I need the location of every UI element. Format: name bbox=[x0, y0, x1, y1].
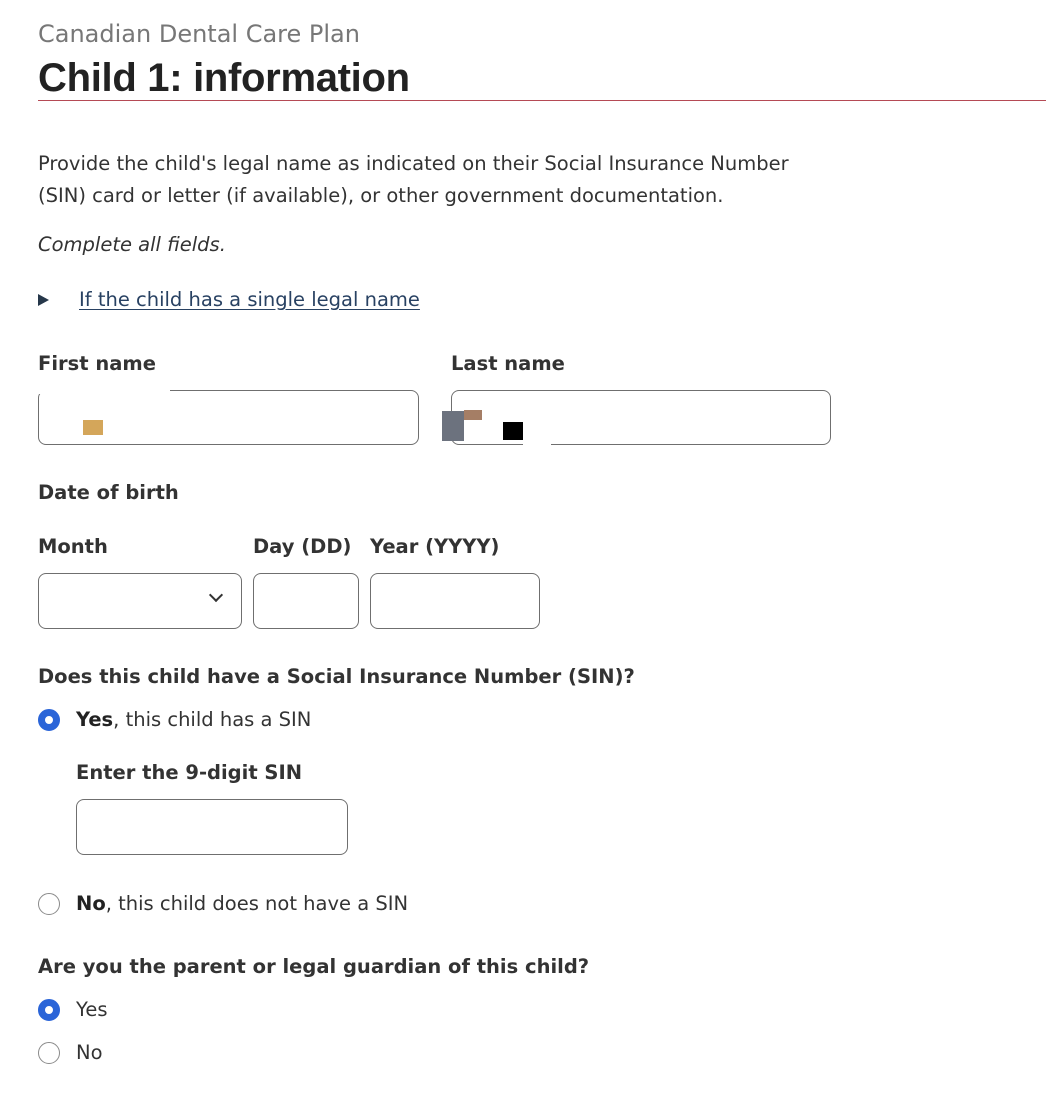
page-title: Child 1: information bbox=[38, 56, 410, 100]
sin-no-radio[interactable] bbox=[38, 893, 60, 915]
sin-yes-text: , this child has a SIN bbox=[113, 708, 312, 731]
first-name-label: First name bbox=[38, 352, 156, 375]
guardian-no-label: No bbox=[76, 1041, 103, 1064]
triangle-right-icon bbox=[38, 294, 49, 306]
redaction-block bbox=[503, 422, 523, 440]
sin-yes-strong: Yes bbox=[76, 708, 114, 731]
guardian-no-radio[interactable] bbox=[38, 1042, 60, 1064]
sin-no-strong: No bbox=[76, 892, 106, 915]
redaction-block bbox=[523, 441, 551, 447]
instruction-text: Complete all fields. bbox=[38, 233, 226, 256]
sin-input[interactable] bbox=[76, 799, 348, 855]
sin-enter-label: Enter the 9-digit SIN bbox=[76, 761, 303, 784]
single-name-details[interactable] bbox=[38, 288, 420, 311]
sin-no-text: , this child does not have a SIN bbox=[105, 892, 409, 915]
dob-heading: Date of birth bbox=[38, 481, 179, 504]
guardian-no-option[interactable] bbox=[38, 1041, 103, 1064]
last-name-input[interactable] bbox=[451, 390, 831, 445]
day-label: Day (DD) bbox=[253, 535, 352, 558]
single-name-details-summary[interactable]: If the child has a single legal name bbox=[79, 288, 420, 311]
year-input[interactable] bbox=[370, 573, 540, 629]
day-input[interactable] bbox=[253, 573, 359, 629]
redaction-block bbox=[464, 410, 482, 420]
redaction-block bbox=[442, 411, 464, 441]
year-label: Year (YYYY) bbox=[370, 535, 500, 558]
guardian-question: Are you the parent or legal guardian of this child? bbox=[38, 955, 590, 978]
last-name-label: Last name bbox=[451, 352, 565, 375]
sin-yes-option[interactable] bbox=[38, 708, 311, 731]
guardian-yes-radio[interactable] bbox=[38, 999, 60, 1021]
guardian-yes-option[interactable] bbox=[38, 998, 107, 1021]
page-subtitle: Canadian Dental Care Plan bbox=[38, 20, 360, 48]
title-divider bbox=[38, 100, 1046, 101]
redaction-block bbox=[83, 420, 103, 435]
intro-text: Provide the child's legal name as indicated on their Social Insurance Number (SIN) card or letter (if available), or other government documentation. bbox=[38, 152, 789, 207]
sin-yes-radio[interactable] bbox=[38, 709, 60, 731]
month-select[interactable] bbox=[38, 573, 242, 629]
sin-no-option[interactable] bbox=[38, 892, 408, 915]
chevron-down-icon bbox=[209, 588, 223, 602]
redaction-block bbox=[38, 389, 170, 394]
first-name-input[interactable] bbox=[38, 390, 419, 445]
sin-question: Does this child have a Social Insurance Number (SIN)? bbox=[38, 665, 635, 688]
guardian-yes-label: Yes bbox=[76, 998, 108, 1021]
month-label: Month bbox=[38, 535, 108, 558]
